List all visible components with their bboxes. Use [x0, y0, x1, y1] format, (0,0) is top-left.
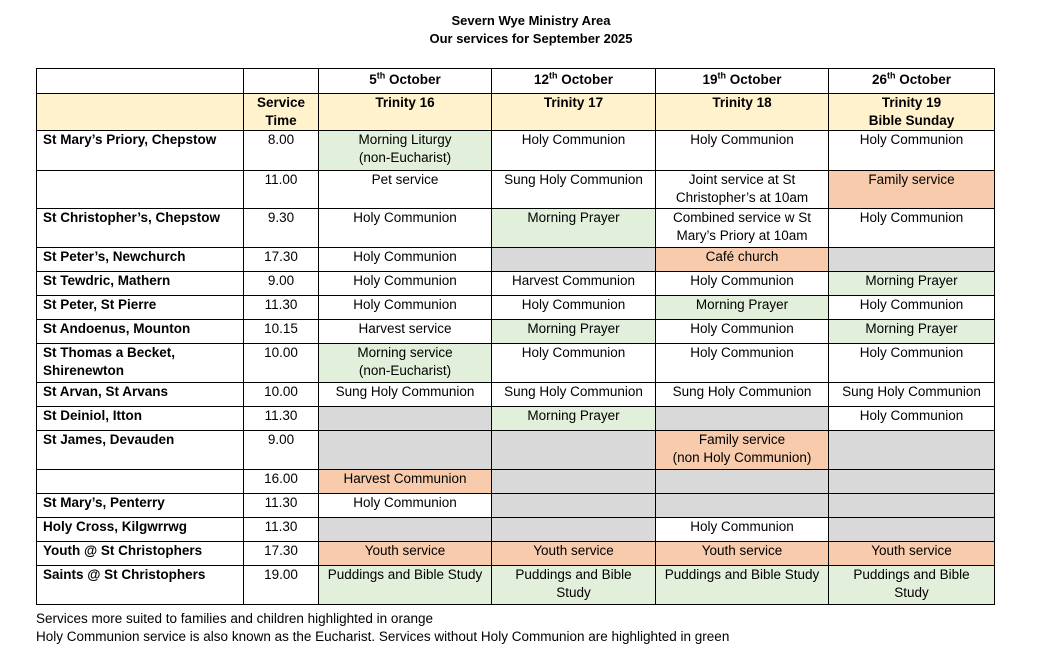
service-time-cell: 9.30: [244, 209, 319, 248]
church-name-cell: St James, Devauden: [37, 431, 244, 470]
service-cell: [492, 248, 656, 272]
church-name-cell: St Mary’s Priory, Chepstow: [37, 131, 244, 171]
footnote-line: Services more suited to families and children highlighted in orange: [36, 611, 433, 626]
service-cell: [656, 470, 829, 494]
service-cell: Holy Communion: [656, 518, 829, 542]
service-cell: Harvest Communion: [319, 470, 492, 494]
service-cell: Holy Communion: [829, 296, 995, 320]
service-cell: Morning Prayer: [829, 320, 995, 344]
date-month: October: [729, 72, 782, 87]
empty-header-cell: [244, 69, 319, 94]
sunday-name-cell: Trinity 16: [319, 94, 492, 131]
service-time-cell: 11.30: [244, 494, 319, 518]
service-time-cell: 10.00: [244, 344, 319, 383]
church-name-cell: St Christopher’s, Chepstow: [37, 209, 244, 248]
service-cell: Morning Prayer: [492, 209, 656, 248]
date-suffix: th: [376, 70, 386, 81]
service-cell: Holy Communion: [492, 296, 656, 320]
service-row: [37, 542, 995, 566]
service-time-cell: 9.00: [244, 431, 319, 470]
service-time-cell: 9.00: [244, 272, 319, 296]
service-cell: Family service (non Holy Communion): [656, 431, 829, 470]
service-cell: Sung Holy Communion: [656, 383, 829, 407]
service-row: [37, 272, 995, 296]
service-row: [37, 494, 995, 518]
date-suffix: th: [549, 70, 558, 81]
service-time-cell: 19.00: [244, 566, 319, 605]
church-name-cell: St Peter’s, Newchurch: [37, 248, 244, 272]
service-cell: Holy Communion: [656, 344, 829, 383]
service-row: [37, 470, 995, 494]
service-cell: [492, 431, 656, 470]
date-header-cell: [319, 69, 492, 94]
service-cell: Holy Communion: [492, 344, 656, 383]
service-cell: Pet service: [319, 171, 492, 209]
service-cell: Youth service: [319, 542, 492, 566]
service-cell: Morning Prayer: [492, 407, 656, 431]
service-time-cell: 11.30: [244, 518, 319, 542]
church-name-cell: [37, 171, 244, 209]
church-name-cell: St Deiniol, Itton: [37, 407, 244, 431]
service-cell: Youth service: [656, 542, 829, 566]
service-row: [37, 407, 995, 431]
church-name-cell: Holy Cross, Kilgwrrwg: [37, 518, 244, 542]
service-cell: Holy Communion: [319, 209, 492, 248]
service-cell: Holy Communion: [829, 344, 995, 383]
service-cell: Sung Holy Communion: [492, 383, 656, 407]
church-name-cell: St Peter, St Pierre: [37, 296, 244, 320]
church-name-cell: St Mary’s, Penterry: [37, 494, 244, 518]
service-row: [37, 171, 995, 209]
date-header-cell: [492, 69, 656, 94]
service-cell: Morning Prayer: [656, 296, 829, 320]
date-day: 5: [369, 72, 377, 87]
service-row: [37, 248, 995, 272]
service-cell: [319, 431, 492, 470]
service-cell: [656, 494, 829, 518]
service-cell: [829, 431, 995, 470]
service-cell: [492, 470, 656, 494]
service-cell: [829, 518, 995, 542]
service-cell: Morning Prayer: [829, 272, 995, 296]
date-suffix: th: [717, 70, 726, 81]
service-cell: Harvest service: [319, 320, 492, 344]
service-row: [37, 209, 995, 248]
service-row: [37, 566, 995, 605]
date-month: October: [899, 72, 952, 87]
footnote-line: Holy Communion service is also known as the Eucharist. Services without Holy Communion are highlighted in green: [36, 629, 730, 644]
service-cell: [492, 494, 656, 518]
service-cell: Holy Communion: [829, 131, 995, 171]
service-time-header: Service Time: [244, 94, 319, 131]
service-cell: Puddings and Bible Study: [829, 566, 995, 605]
service-cell: Holy Communion: [319, 248, 492, 272]
service-cell: Sung Holy Communion: [829, 383, 995, 407]
sunday-name-cell: Trinity 17: [492, 94, 656, 131]
service-cell: Holy Communion: [829, 209, 995, 248]
date-month: October: [561, 72, 614, 87]
service-cell: Puddings and Bible Study: [492, 566, 656, 605]
service-time-cell: 17.30: [244, 248, 319, 272]
service-cell: Puddings and Bible Study: [656, 566, 829, 605]
service-cell: Puddings and Bible Study: [319, 566, 492, 605]
service-cell: [829, 470, 995, 494]
service-cell: Combined service w St Mary’s Priory at 10am: [656, 209, 829, 248]
service-cell: [319, 518, 492, 542]
sunday-name-cell: Trinity 19 Bible Sunday: [829, 94, 995, 131]
service-cell: Sung Holy Communion: [492, 171, 656, 209]
service-row: [37, 296, 995, 320]
service-time-cell: 11.00: [244, 171, 319, 209]
service-row: [37, 344, 995, 383]
service-cell: Morning Prayer: [492, 320, 656, 344]
service-time-cell: 17.30: [244, 542, 319, 566]
church-name-cell: [37, 470, 244, 494]
service-cell: Morning Liturgy (non-Eucharist): [319, 131, 492, 171]
service-cell: Youth service: [829, 542, 995, 566]
services-table: [36, 68, 995, 605]
service-time-cell: 16.00: [244, 470, 319, 494]
date-header-cell: [656, 69, 829, 94]
service-cell: [829, 494, 995, 518]
service-row: [37, 518, 995, 542]
title-line-1: Severn Wye Ministry Area: [451, 13, 611, 28]
title-line-2: Our services for September 2025: [429, 31, 633, 46]
date-header-cell: [829, 69, 995, 94]
service-time-cell: 8.00: [244, 131, 319, 171]
service-cell: Holy Communion: [656, 131, 829, 171]
service-cell: [492, 518, 656, 542]
sunday-header-row: [37, 94, 995, 131]
church-name-cell: Saints @ St Christophers: [37, 566, 244, 605]
service-row: [37, 431, 995, 470]
church-name-cell: St Arvan, St Arvans: [37, 383, 244, 407]
church-name-cell: St Tewdric, Mathern: [37, 272, 244, 296]
service-cell: Holy Communion: [829, 407, 995, 431]
service-time-cell: 11.30: [244, 296, 319, 320]
date-day: 19: [702, 72, 718, 87]
date-day: 26: [871, 72, 887, 87]
service-cell: [656, 407, 829, 431]
services-table-body: [37, 69, 995, 605]
service-cell: Café church: [656, 248, 829, 272]
empty-header-cell: [37, 69, 244, 94]
service-cell: Family service: [829, 171, 995, 209]
date-suffix: th: [887, 70, 896, 81]
service-cell: Holy Communion: [319, 296, 492, 320]
service-cell: Holy Communion: [656, 320, 829, 344]
church-name-cell: Youth @ St Christophers: [37, 542, 244, 566]
service-row: [37, 131, 995, 171]
service-cell: [829, 248, 995, 272]
church-name-cell: St Thomas a Becket, Shirenewton: [37, 344, 244, 383]
service-row: [37, 320, 995, 344]
service-cell: Sung Holy Communion: [319, 383, 492, 407]
service-cell: Morning service (non-Eucharist): [319, 344, 492, 383]
date-day: 12: [533, 72, 549, 87]
service-time-cell: 10.00: [244, 383, 319, 407]
church-name-cell: St Andoenus, Mounton: [37, 320, 244, 344]
service-cell: Holy Communion: [492, 131, 656, 171]
service-cell: [319, 407, 492, 431]
service-time-cell: 11.30: [244, 407, 319, 431]
empty-header-cell: [37, 94, 244, 131]
sunday-name-cell: Trinity 18: [656, 94, 829, 131]
service-row: [37, 383, 995, 407]
service-cell: Youth service: [492, 542, 656, 566]
date-header-row: [37, 69, 995, 94]
service-cell: Holy Communion: [656, 272, 829, 296]
date-month: October: [389, 72, 441, 87]
service-cell: Joint service at St Christopher’s at 10am: [656, 171, 829, 209]
service-cell: Holy Communion: [319, 494, 492, 518]
service-time-cell: 10.15: [244, 320, 319, 344]
service-cell: Holy Communion: [319, 272, 492, 296]
service-cell: Harvest Communion: [492, 272, 656, 296]
